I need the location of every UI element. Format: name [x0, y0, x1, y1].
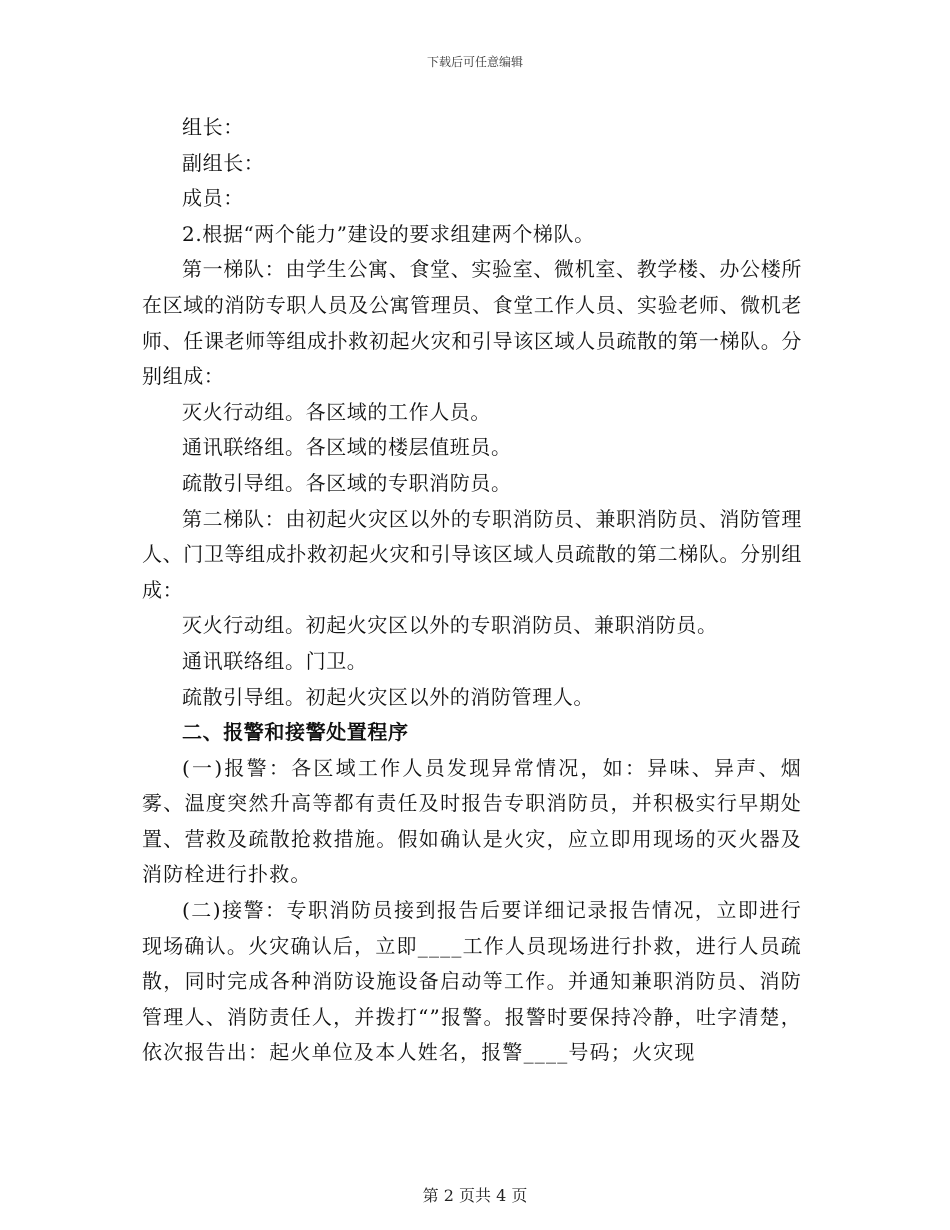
- paragraph-firefighting-group-1: 灭火行动组。各区域的工作人员。: [182, 399, 491, 424]
- paragraph-team-leader: 组长：: [182, 115, 244, 139]
- paragraph-second-echelon: 第二梯队：由初起火灾区以外的专职消防员、兼职消防员、消防管理人、门卫等组成扑救初起火灾和引导该区域人员疏散的第二梯队。分别组成：: [142, 506, 802, 602]
- section-heading-alarm-procedure: 二、报警和接警处置程序: [182, 720, 409, 745]
- paragraph-alarm: (一)报警：各区域工作人员发现异常情况，如：异味、异声、烟雾、温度突然升高等都有责任及时报告专职消防员，并积极实行早期处置、营救及疏散抢救措施。假如确认是火灾，应立即用现场的灭火器及消防栓进行扑救。: [142, 755, 802, 887]
- paragraph-receive-alarm: (二)接警：专职消防员接到报告后要详细记录报告情况，立即进行现场确认。火灾确认后，立即____工作人员现场进行扑救，进行人员疏散，同时完成各种消防设施设备启动等工作。并通知兼职消防员、消防管理人、消防责任人，并拨打“”报警。报警时要保持冷静，吐字清楚，依次报告出：起火单位及本人姓名，报警____号码；火灾现: [142, 898, 802, 1065]
- paragraph-deputy-leader: 副组长：: [182, 150, 265, 175]
- document-body: [142, 110, 802, 1071]
- page-header: 下载后可任意编辑: [426, 55, 523, 69]
- paragraph-two-echelons: 2.根据“两个能力”建设的要求组建两个梯队。: [182, 221, 595, 246]
- paragraph-firefighting-group-2: 灭火行动组。初起火灾区以外的专职消防员、兼职消防员。: [182, 613, 718, 638]
- paragraph-members: 成员：: [182, 186, 244, 211]
- paragraph-first-echelon: 第一梯队：由学生公寓、食堂、实验室、微机室、教学楼、办公楼所在区域的消防专职人员及公寓管理员、食堂工作人员、实验老师、微机老师、任课老师等组成扑救初起火灾和引导该区域人员疏散的第一梯队。分别组成：: [142, 257, 802, 389]
- paragraph-evacuation-group-1: 疏散引导组。各区域的专职消防员。: [182, 470, 512, 495]
- paragraph-evacuation-group-2: 疏散引导组。初起火灾区以外的消防管理人。: [182, 684, 594, 709]
- page-footer: 第 2 页共 4 页: [422, 1186, 528, 1205]
- paragraph-communication-group-1: 通讯联络组。各区域的楼层值班员。: [182, 435, 512, 460]
- paragraph-communication-group-2: 通讯联络组。门卫。: [182, 648, 368, 673]
